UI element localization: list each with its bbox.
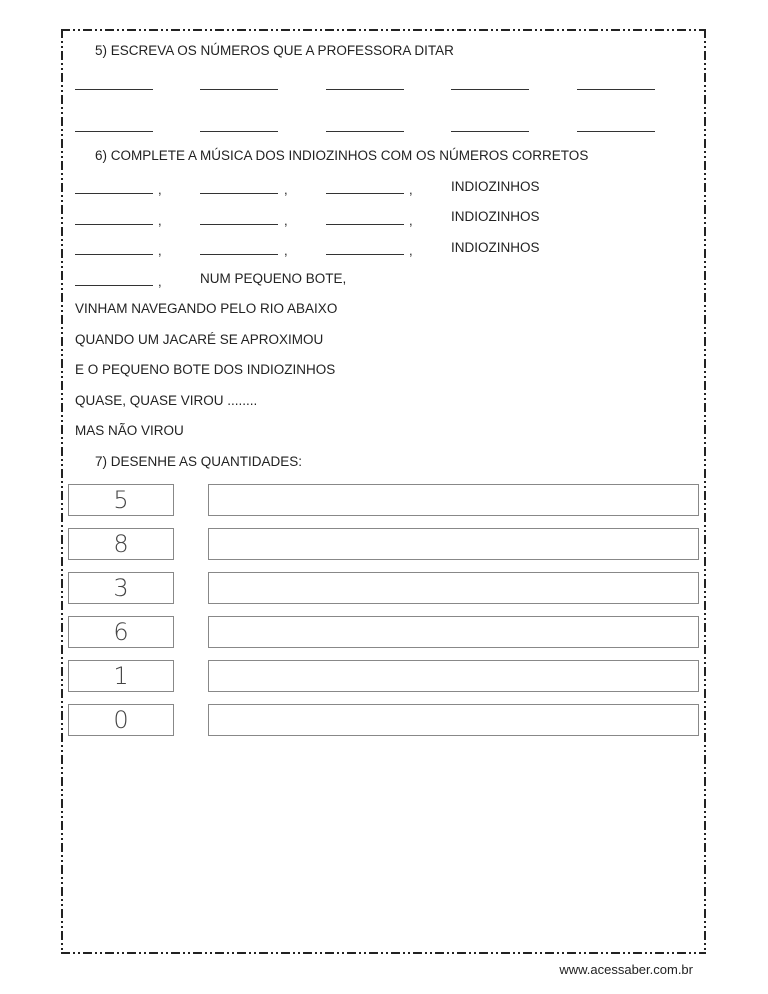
drawing-area[interactable] [208,704,699,736]
drawing-area[interactable] [208,528,699,560]
answer-blank[interactable] [577,89,655,90]
drawing-area[interactable] [208,660,699,692]
answer-blank[interactable] [200,193,278,194]
answer-blank[interactable] [577,131,655,132]
verse-word: INDIOZINHOS [451,179,540,194]
answer-blank[interactable] [200,89,278,90]
answer-blank[interactable] [75,254,153,255]
comma: , [284,243,288,258]
number-box: 3 [68,572,174,604]
comma: , [158,274,162,289]
verse-word: INDIOZINHOS [451,240,540,255]
answer-blank[interactable] [326,89,404,90]
number-box: 5 [68,484,174,516]
song-text: NUM PEQUENO BOTE, [200,271,347,286]
question-5-title: 5) ESCREVA OS NÚMEROS QUE A PROFESSORA DITAR [95,43,454,58]
comma: , [158,243,162,258]
answer-blank[interactable] [200,131,278,132]
drawing-area[interactable] [208,484,699,516]
answer-blank[interactable] [451,89,529,90]
song-lyric-line: QUANDO UM JACARÉ SE APROXIMOU [75,332,324,347]
comma: , [158,213,162,228]
comma: , [409,182,413,197]
comma: , [158,182,162,197]
answer-blank[interactable] [200,254,278,255]
comma: , [284,213,288,228]
dashed-border-right [704,29,706,954]
answer-blank[interactable] [326,224,404,225]
dashed-border-bottom [61,952,706,954]
answer-blank[interactable] [326,193,404,194]
verse-word: INDIOZINHOS [451,209,540,224]
drawing-area[interactable] [208,616,699,648]
answer-blank[interactable] [75,224,153,225]
answer-blank[interactable] [75,193,153,194]
song-lyric-line: QUASE, QUASE VIROU ........ [75,393,258,408]
footer-website: www.acessaber.com.br [559,962,693,977]
answer-blank[interactable] [200,224,278,225]
dashed-border-top [61,29,706,31]
number-box: 6 [68,616,174,648]
answer-blank[interactable] [451,131,529,132]
song-lyric-line: MAS NÃO VIROU [75,423,184,438]
drawing-area[interactable] [208,572,699,604]
answer-blank[interactable] [75,89,153,90]
song-lyric-line: E O PEQUENO BOTE DOS INDIOZINHOS [75,362,336,377]
comma: , [409,213,413,228]
answer-blank[interactable] [326,131,404,132]
number-box: 1 [68,660,174,692]
song-lyric-line: VINHAM NAVEGANDO PELO RIO ABAIXO [75,301,338,316]
answer-blank[interactable] [75,131,153,132]
dashed-border-left [61,29,63,954]
answer-blank[interactable] [75,285,153,286]
question-7-title: 7) DESENHE AS QUANTIDADES: [95,454,303,469]
number-box: 0 [68,704,174,736]
answer-blank[interactable] [326,254,404,255]
comma: , [284,182,288,197]
number-box: 8 [68,528,174,560]
comma: , [409,243,413,258]
question-6-title: 6) COMPLETE A MÚSICA DOS INDIOZINHOS COM OS NÚMEROS CORRETOS [95,148,589,163]
